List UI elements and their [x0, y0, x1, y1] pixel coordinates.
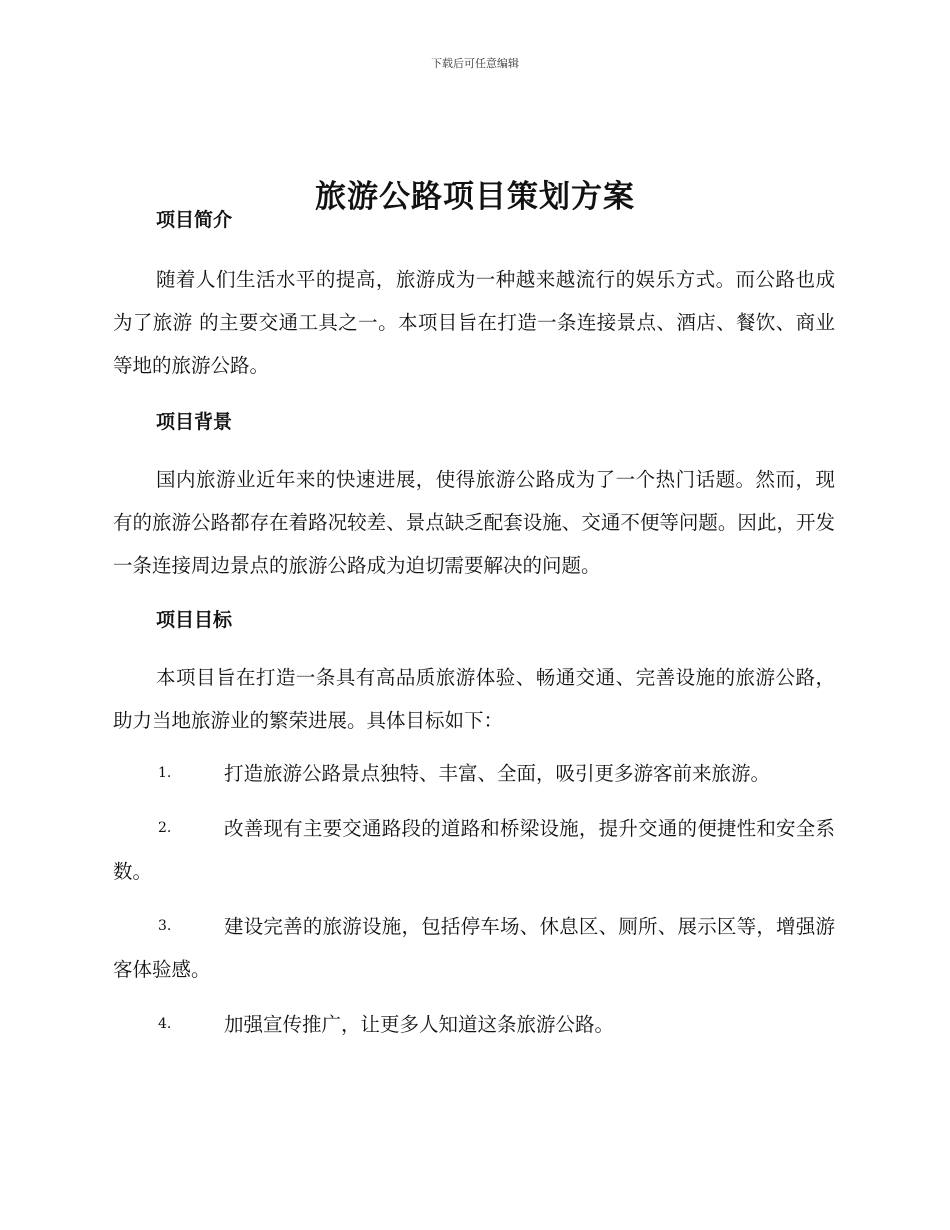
goal-list-item — [113, 905, 835, 991]
goal-list-item — [113, 1003, 835, 1046]
goal-number: 1. — [158, 765, 172, 781]
section-heading-goals: 项目目标 — [156, 609, 233, 631]
section-paragraph-background: 国内旅游业近年来的快速进展，使得旅游公路成为了一个热门话题。然而，现有的旅游公路都存在着路况较差、景点缺乏配套设施、交通不便等问题。因此，开发一条连接周边景点的旅游公路成为迫切需要解决的问题。 — [113, 468, 835, 577]
goal-number: 3. — [158, 918, 172, 934]
section-heading-background: 项目背景 — [156, 411, 233, 433]
goal-text: 建设完善的旅游设施，包括停车场、休息区、厕所、展示区等，增强游客体验感。 — [113, 915, 835, 981]
goal-text: 改善现有主要交通路段的道路和桥梁设施，提升交通的便捷性和安全系数。 — [113, 817, 835, 883]
goal-list-item — [113, 807, 835, 893]
goal-number: 4. — [158, 1016, 172, 1032]
section-paragraph-goals: 本项目旨在打造一条具有高品质旅游体验、畅通交通、完善设施的旅游公路，助力当地旅游业的繁荣进展。具体目标如下： — [113, 666, 835, 732]
document-body — [113, 204, 835, 1058]
goals-list — [113, 752, 835, 1046]
goal-number: 2. — [158, 820, 172, 836]
goal-text: 打造旅游公路景点独特、丰富、全面，吸引更多游客前来旅游。 — [224, 762, 771, 785]
document-title: 旅游公路项目策划方案 — [315, 178, 635, 215]
section-paragraph-intro: 随着人们生活水平的提高，旅游成为一种越来越流行的娱乐方式。而公路也成为了旅游 的主要交通工具之一。本项目旨在打造一条连接景点、酒店、餐饮、商业等地的旅游公路。 — [113, 268, 835, 377]
goal-text: 加强宣传推广，让更多人知道这条旅游公路。 — [224, 1013, 615, 1036]
page-header-note: 下载后可任意编辑 — [431, 57, 519, 70]
goal-list-item — [113, 752, 835, 795]
section-heading-intro: 项目简介 — [156, 209, 233, 231]
